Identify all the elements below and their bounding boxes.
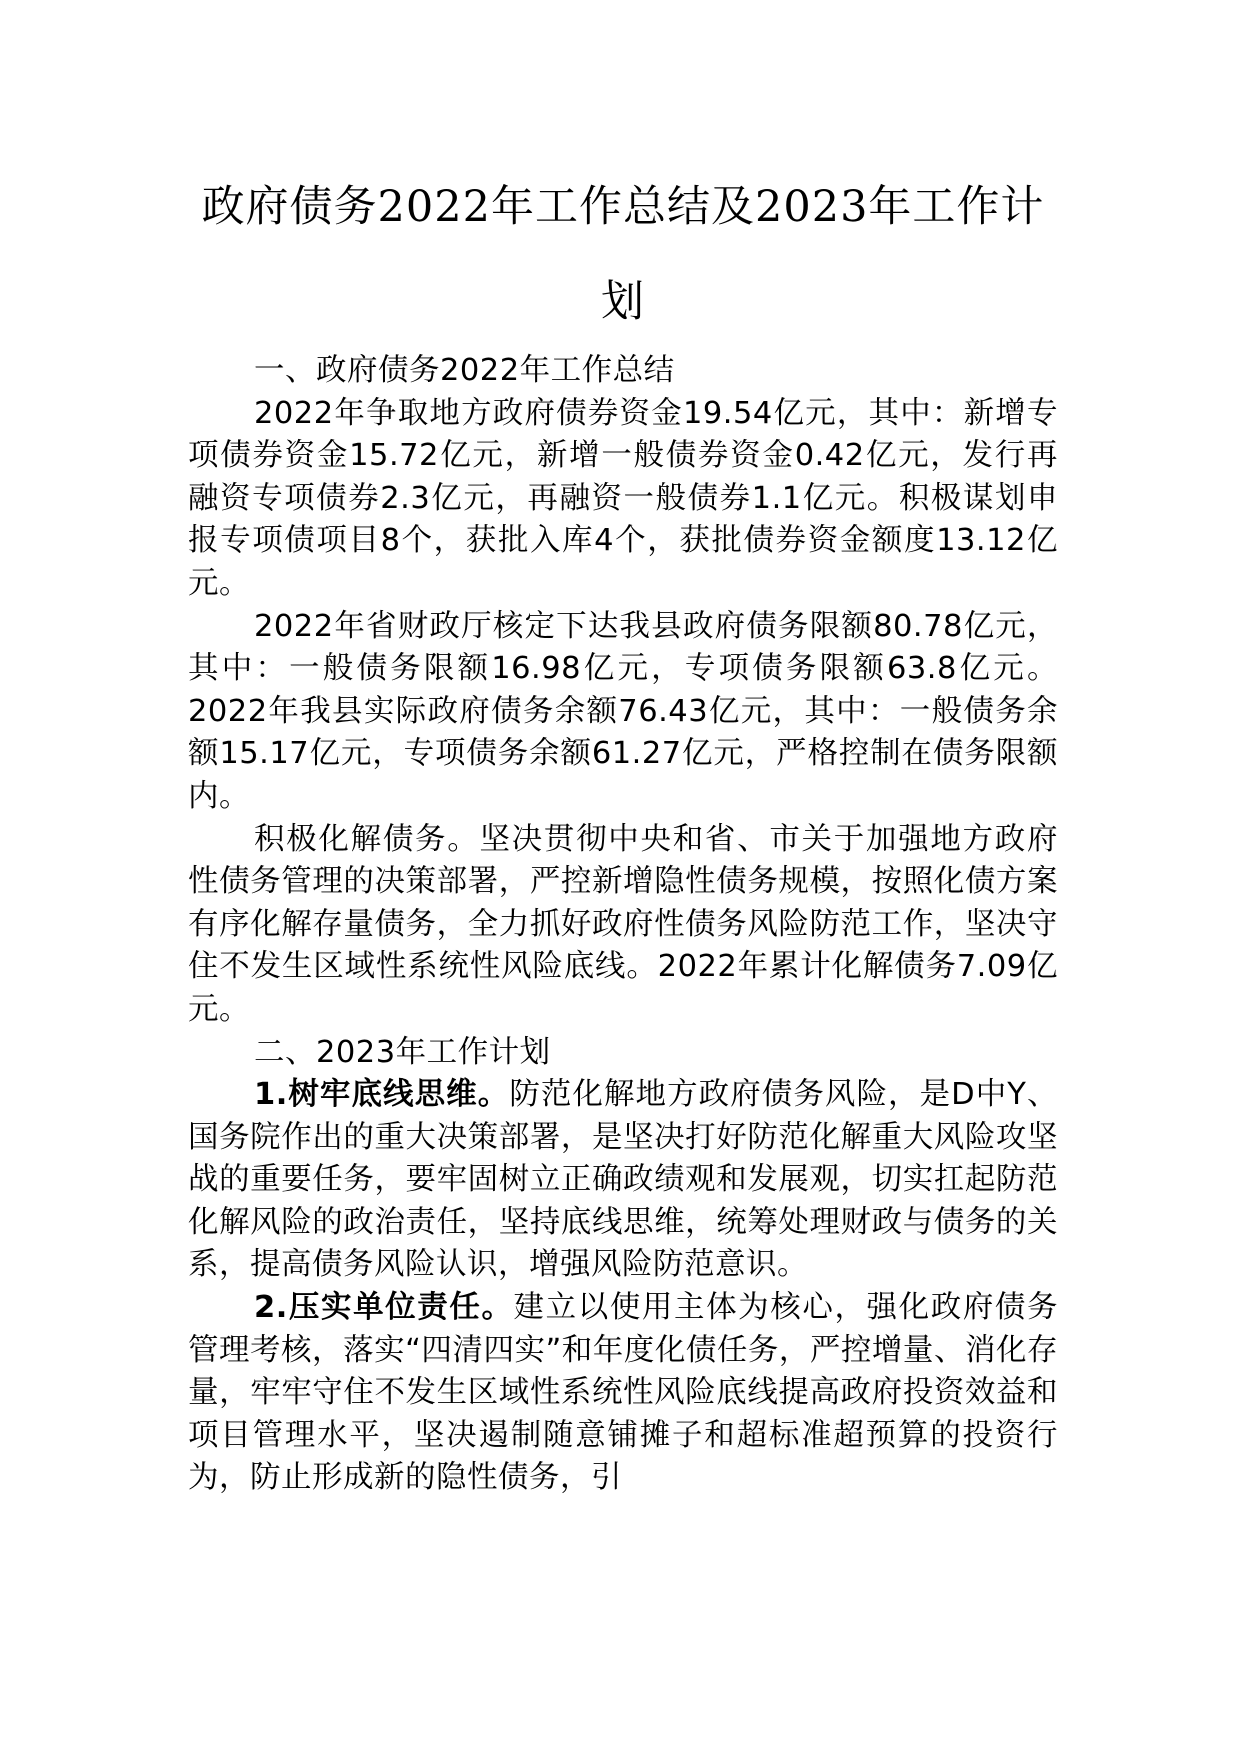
paragraph-debt-resolution: 积极化解债务。坚决贯彻中央和省、市关于加强地方政府性债务管理的决策部署，严控新增隐性债务规模，按照化债方案有序化解存量债务，全力抓好政府性债务风险防范工作，坚决守住不发生区域性系统性风险底线。2022年累计化解债务7.09亿元。 (188, 821, 1058, 1027)
plan-item-lead: 2.压实单位责任。 (254, 1290, 514, 1326)
plan-item-text: 防范化解地方政府债务风险，是D中Y、国务院作出的重大决策部署，是坚决打好防范化解重大风险攻坚战的重要任务，要牢固树立正确政绩观和发展观，切实扛起防范化解风险的政治责任，坚持底线思维，统筹处理财政与债务的关系，提高债务风险认识，增强风险防范意识。 (188, 1077, 1058, 1283)
plan-item-text: 建立以使用主体为核心，强化政府债务管理考核，落实“四清四实”和年度化债任务，严控增量、消化存量，牢牢守住不发生区域性系统性风险底线提高政府投资效益和项目管理水平，坚决遏制随意铺摊子和超标准超预算的投资行为，防止形成新的隐性债务，引 (188, 1290, 1059, 1496)
paragraph-bond-funds: 2022年争取地方政府债券资金19.54亿元，其中：新增专项债券资金15.72亿元，新增一般债券资金0.42亿元，发行再融资专项债券2.3亿元，再融资一般债券1.1亿元。积极谋划申报专项债项目8个，获批入库4个，获批债券资金额度13.12亿元。 (188, 395, 1058, 601)
section-heading-plan: 二、2023年工作计划 (254, 1034, 551, 1070)
document-title: 政府债务2022年工作总结及2023年工作计划 (201, 182, 1045, 327)
plan-item-lead: 1.树牢底线思维。 (254, 1077, 510, 1113)
plan-item-bottom-line (188, 1074, 1058, 1287)
document-body (188, 350, 1058, 1500)
paragraph-debt-limit: 2022年省财政厅核定下达我县政府债务限额80.78亿元，其中：一般债务限额16.98亿元，专项债务限额63.8亿元。2022年我县实际政府债务余额76.43亿元，其中：一般债务余额15.17亿元，专项债务余额61.27亿元，严格控制在债务限额内。 (188, 608, 1058, 814)
document-page (188, 160, 1058, 1500)
plan-item-responsibility (188, 1287, 1058, 1500)
section-heading-summary: 一、政府债务2022年工作总结 (254, 353, 675, 388)
